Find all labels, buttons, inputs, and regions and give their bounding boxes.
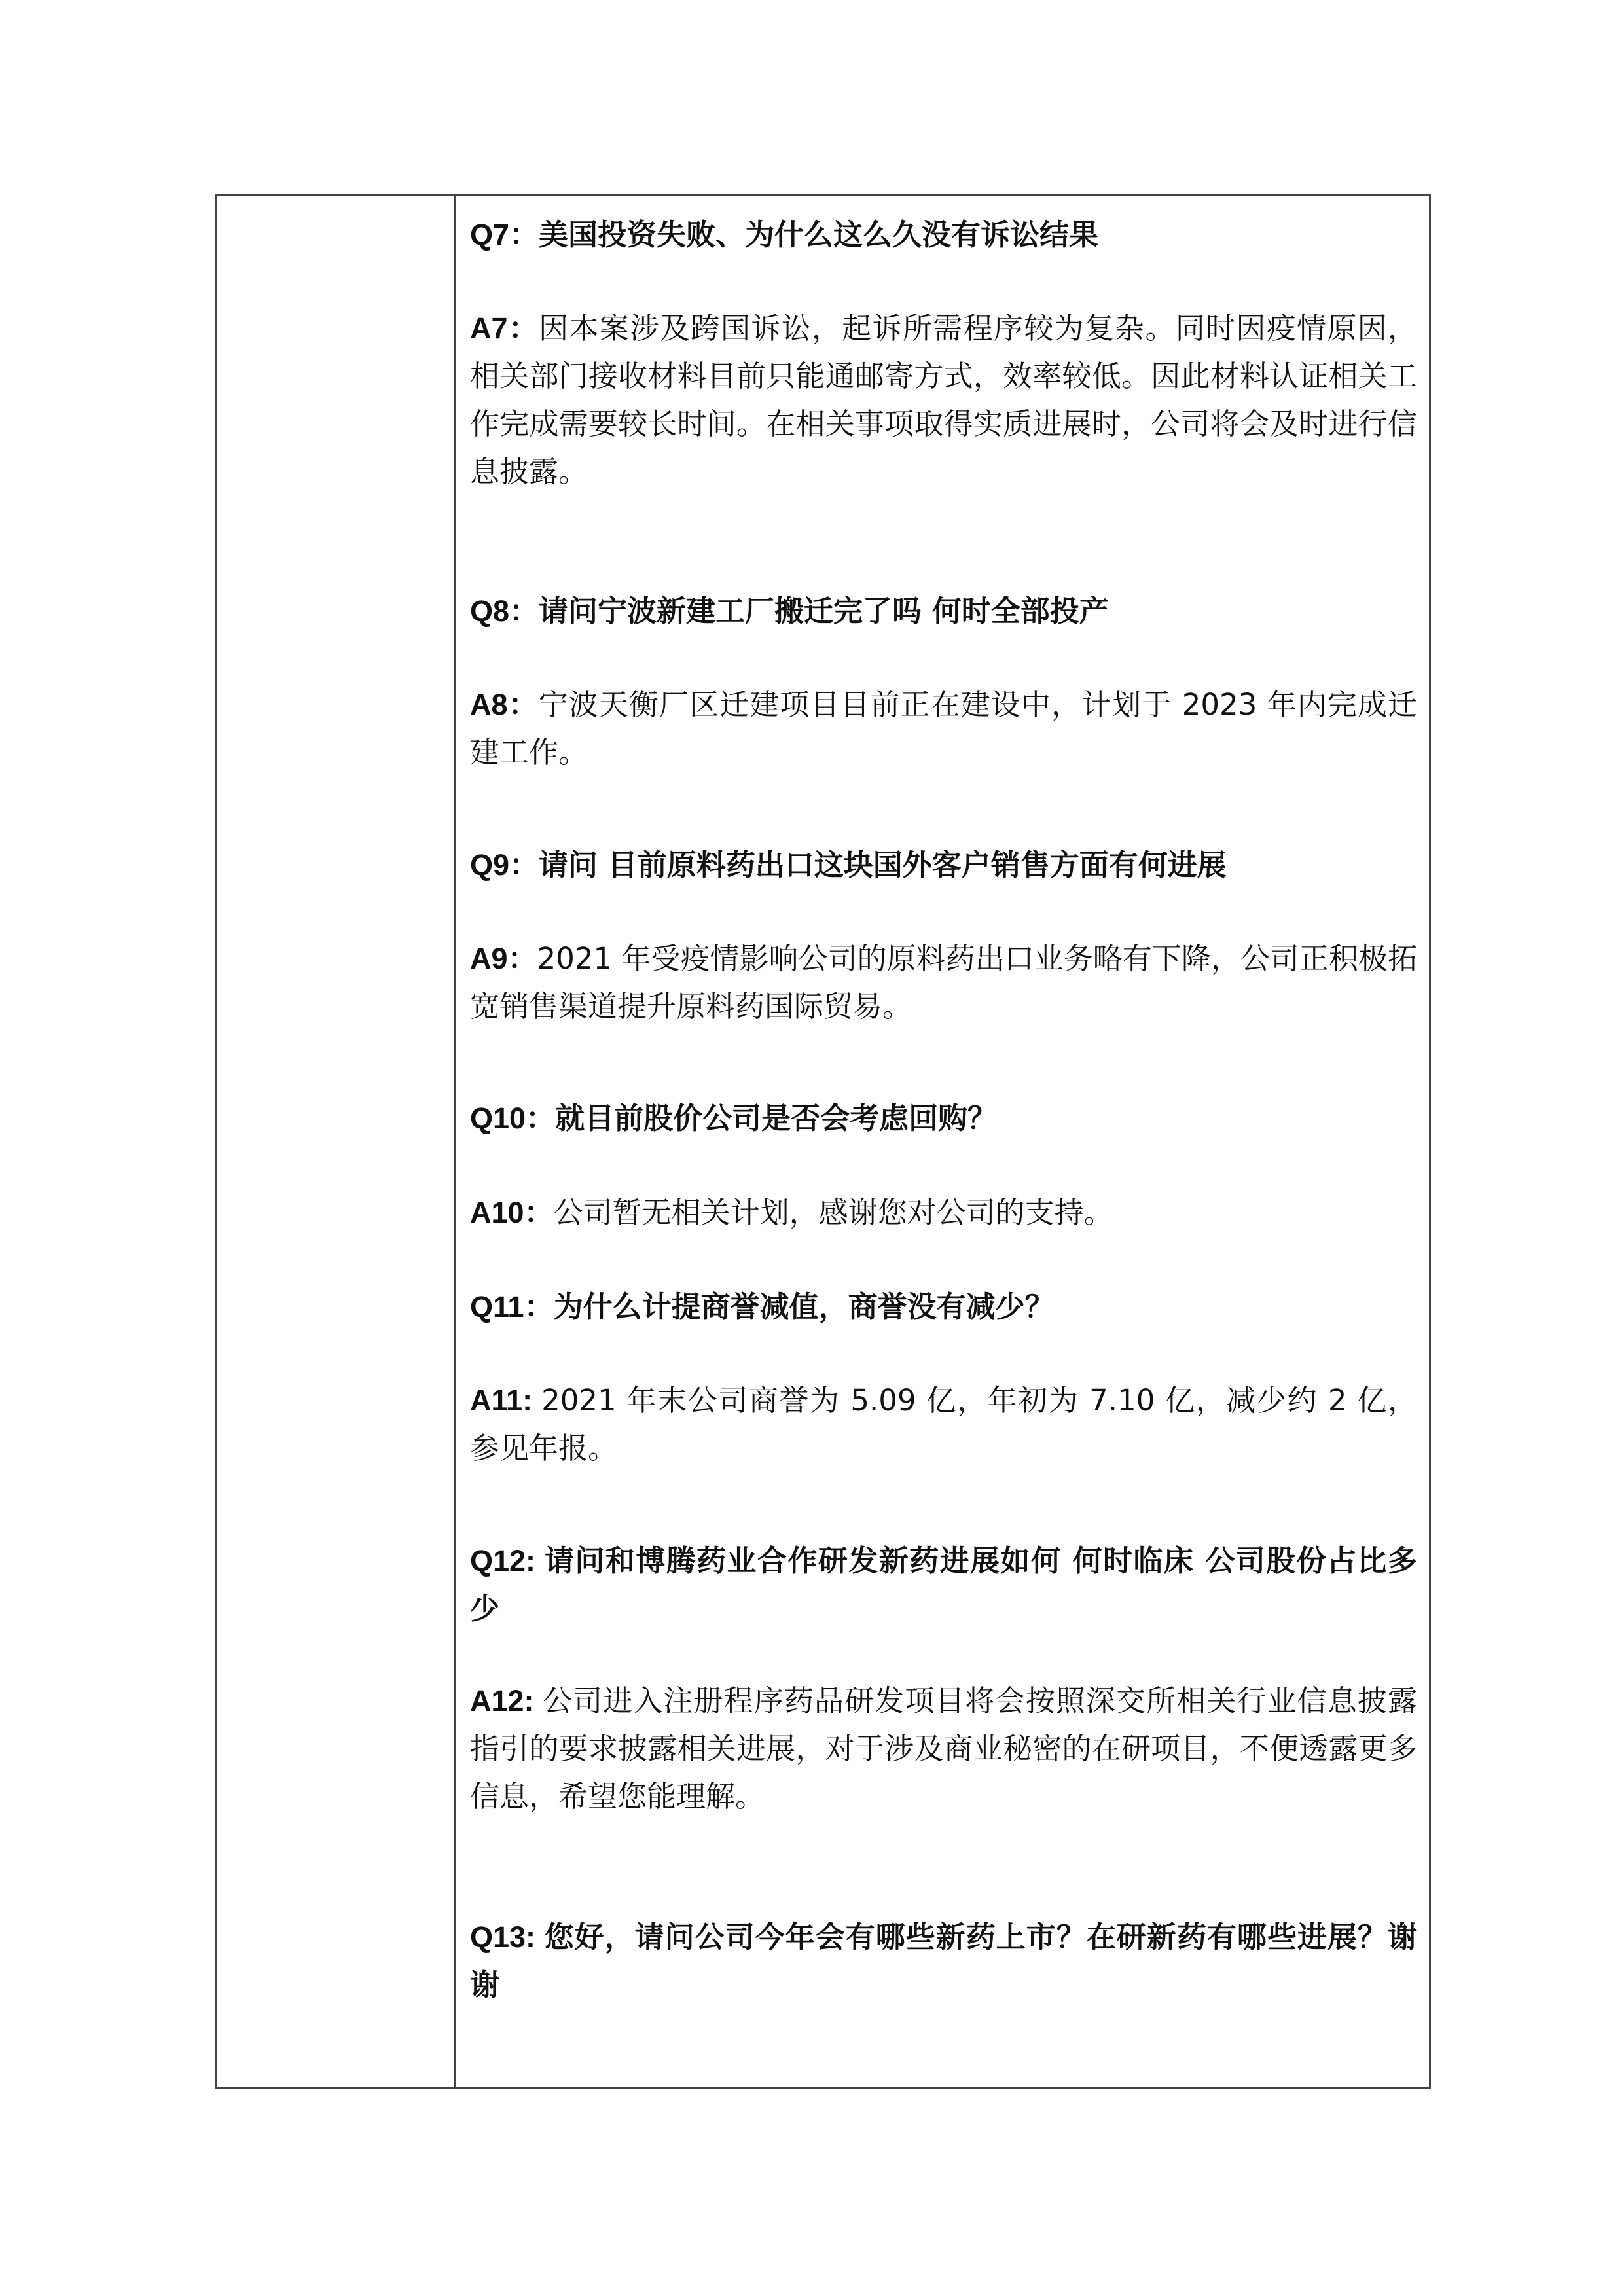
question-q9: [470, 841, 1417, 889]
question-label: Q13:: [470, 1920, 545, 1954]
question-text: 就目前股价公司是否会考虑回购？: [555, 1101, 998, 1136]
question-text: 请问宁波新建工厂搬迁完了吗 何时全部投产: [539, 594, 1109, 628]
question-q11: [470, 1283, 1417, 1331]
answer-text: 2021 年末公司商誉为 5.09 亿，年初为 7.10 亿，减少约 2 亿，参见年报。: [470, 1383, 1417, 1465]
answer-text: 因本案涉及跨国诉讼，起诉所需程序较为复杂。同时因疫情原因，相关部门接收材料目前只能通邮寄方式，效率较低。因此材料认证相关工作完成需要较长时间。在相关事项取得实质进展时，公司将会及时进行信息披露。: [470, 311, 1417, 489]
question-q12: [470, 1537, 1417, 1632]
question-label: Q9：: [470, 848, 539, 882]
answer-label: A11:: [470, 1384, 542, 1417]
answer-label: A10：: [470, 1196, 554, 1229]
answer-a7: [470, 304, 1417, 495]
question-q13: [470, 1913, 1417, 2009]
question-text: 美国投资失败、为什么这么久没有诉讼结果: [539, 217, 1099, 252]
answer-label: A9：: [470, 942, 537, 975]
answer-a8: [470, 681, 1417, 776]
content-cell: [456, 196, 1429, 2087]
question-text: 为什么计提商誉减值，商誉没有减少？: [553, 1289, 1055, 1324]
question-q10: [470, 1094, 1417, 1142]
question-label: Q8：: [470, 594, 539, 628]
question-q8: [470, 587, 1417, 635]
answer-label: A8：: [470, 688, 539, 721]
question-label: Q12:: [470, 1544, 545, 1577]
question-label: Q10：: [470, 1102, 556, 1135]
question-label: Q7：: [470, 218, 539, 251]
question-text: 请问 目前原料药出口这块国外客户销售方面有何进展: [539, 848, 1227, 882]
answer-text: 2021 年受疫情影响公司的原料药出口业务略有下降，公司正积极拓宽销售渠道提升原料药国际贸易。: [470, 941, 1418, 1024]
answer-text: 公司进入注册程序药品研发项目将会按照深交所相关行业信息披露指引的要求披露相关进展，对于涉及商业秘密的在研项目，不便透露更多信息，希望您能理解。: [470, 1683, 1417, 1814]
answer-label: A12:: [470, 1684, 543, 1717]
answer-label: A7：: [470, 312, 539, 345]
question-text: 您好，请问公司今年会有哪些新药上市？在研新药有哪些进展？谢谢: [470, 1920, 1417, 2002]
category-cell: [217, 196, 456, 2087]
answer-text: 公司暂无相关计划，感谢您对公司的支持。: [553, 1195, 1113, 1230]
answer-a9: [470, 935, 1417, 1030]
answer-text: 宁波天衡厂区迁建项目目前正在建设中，计划于 2023 年内完成迁建工作。: [470, 687, 1417, 770]
question-text: 请问和博腾药业合作研发新药进展如何 何时临床 公司股份占比多少: [470, 1543, 1417, 1626]
answer-a12: [470, 1677, 1417, 1820]
answer-a11: [470, 1376, 1417, 1472]
question-q7: [470, 211, 1417, 259]
question-label: Q11：: [470, 1290, 554, 1323]
answer-a10: [470, 1189, 1417, 1236]
qa-table: [215, 194, 1431, 2089]
